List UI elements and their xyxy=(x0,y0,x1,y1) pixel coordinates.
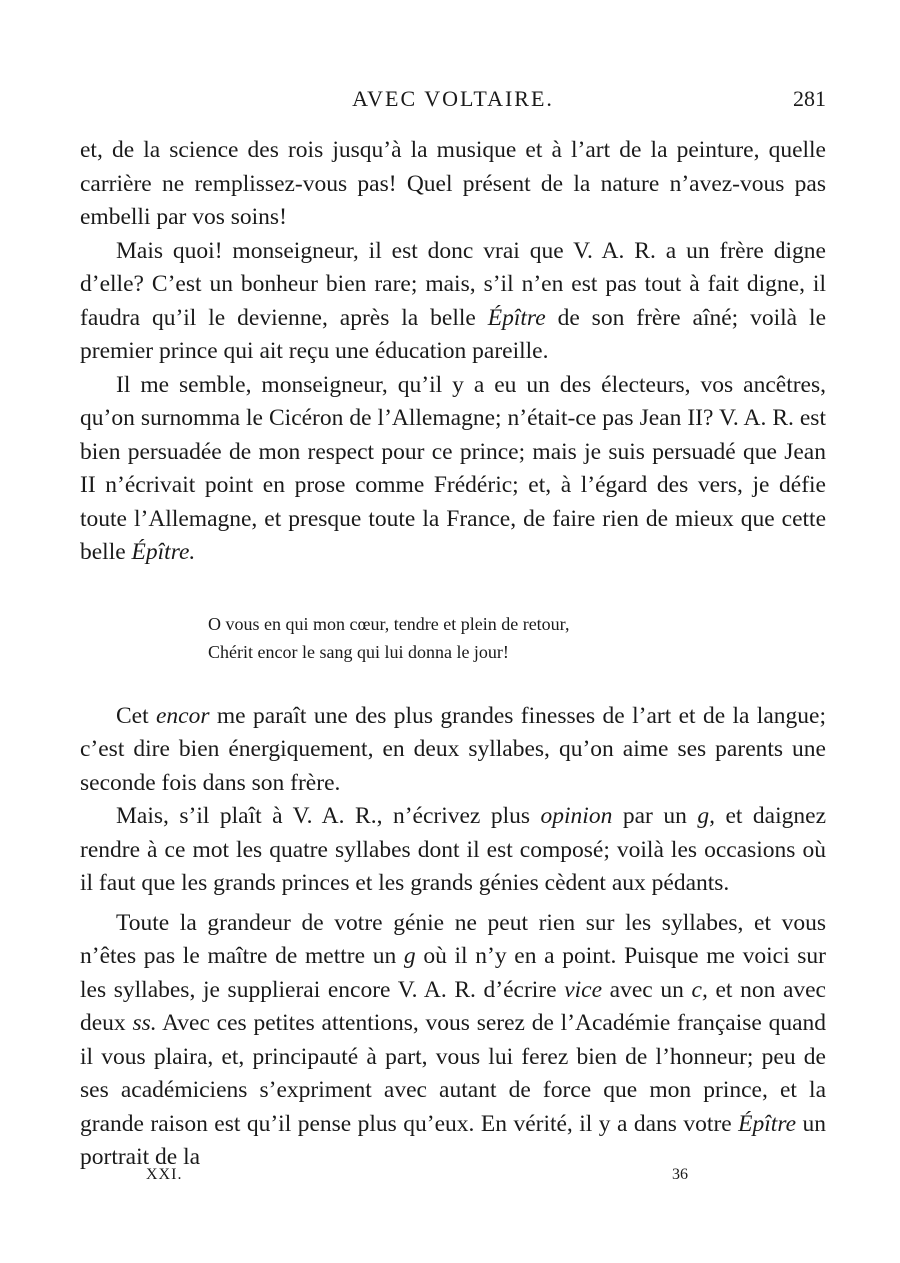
text-segment: Il me semble, monseigneur, qu’il y a eu un des électeurs, vos ancêtres, qu’on surnomma le Cicéron de l’Allemagne; n’était-ce pas Jean II? V. A. R. est bien persuadée de mon respect pour ce prince; mais je suis persuadé que Jean II n’écrivait point en prose comme Frédéric; et, à l’égard des vers, je défie toute l’Allemagne, et presque toute la France, de faire rien de mieux que cette belle xyxy=(80,371,826,565)
running-head xyxy=(80,86,826,120)
text-segment: de son frère aîné; voilà le premier prince qui ait reçu une éducation pareille. xyxy=(80,304,826,364)
text-segment: et, de la science des rois jusqu’à la musique et à l’art de la peinture, quelle carrière ne remplissez-vous pas! Quel présent de la nature n’avez-vous pas embelli par vos soins! xyxy=(80,137,826,230)
italic-segment: g xyxy=(403,943,416,969)
text-segment: où il n’y en a point. Puisque me voici sur les syllabes, je supplierai encore V. A. R. d’écrire xyxy=(80,943,826,1003)
verse-line: Chérit encor le sang qui lui donna le jour! xyxy=(208,641,509,662)
paragraph-6 xyxy=(80,907,826,1175)
gathering-signature: 36 xyxy=(672,1166,688,1183)
paragraph-1 xyxy=(80,134,826,235)
page-number: 281 xyxy=(793,86,826,111)
italic-segment: vice xyxy=(564,976,603,1003)
paragraph-2 xyxy=(80,235,826,369)
text-segment: et daignez rendre à ce mot les quatre syllabes dont il est composé; voilà les occasions où il faut que les grands princes et les grands génies cèdent aux pédants. xyxy=(80,803,826,896)
text-segment: un portrait de la xyxy=(80,1110,827,1170)
text-segment: Cet xyxy=(116,702,156,729)
page-footer xyxy=(80,1166,826,1192)
text-segment: Avec ces petites attentions, vous serez de l’Académie française quand il vous plaira, et, principauté à part, vous lui ferez bien de l’honneur; peu de ses académiciens s’expriment avec autant de force que mon prince, et la grande raison est qu’il pense plus qu’eux. En vérité, il y a dans votre xyxy=(80,1010,827,1137)
paragraph-5 xyxy=(80,800,826,901)
verse-line: O vous en qui mon cœur, tendre et plein de retour, xyxy=(208,613,570,634)
text-segment: par un xyxy=(612,803,698,829)
italic-segment: encor xyxy=(156,702,210,729)
text-segment: avec un xyxy=(602,976,692,1003)
text-segment: et non avec deux xyxy=(80,976,826,1036)
italic-segment: Épître. xyxy=(131,539,196,565)
italic-segment: Épître xyxy=(738,1110,797,1137)
paragraph-3 xyxy=(80,369,826,570)
italic-segment: Épître xyxy=(487,304,546,331)
italic-segment: c, xyxy=(691,976,708,1003)
italic-segment: g, xyxy=(697,803,715,829)
volume-signature: XXI. xyxy=(146,1166,183,1183)
italic-segment: ss. xyxy=(132,1010,157,1036)
text-segment: Mais quoi! monseigneur, il est donc vrai que V. A. R. a un frère digne d’elle? C’est un bonheur bien rare; mais, s’il n’en est pas tout à fait digne, il faudra qu’il le devienne, après la belle xyxy=(80,237,826,331)
text-segment: Mais, s’il plaît à V. A. R., n’écrivez plus xyxy=(116,803,541,829)
verse-quotation xyxy=(208,610,826,666)
italic-segment: opinion xyxy=(540,803,613,829)
paragraph-4 xyxy=(80,700,826,801)
text-segment: Toute la grandeur de votre génie ne peut rien sur les syllabes, et vous n’êtes pas le maître de mettre un xyxy=(80,909,826,969)
running-title: AVEC VOLTAIRE. xyxy=(352,86,554,111)
text-segment: me paraît une des plus grandes finesses de l’art et de la langue; c’est dire bien énergiquement, en deux syllabes, qu’on aime ses parents une seconde fois dans son frère. xyxy=(80,702,826,796)
body-text xyxy=(80,134,826,1175)
